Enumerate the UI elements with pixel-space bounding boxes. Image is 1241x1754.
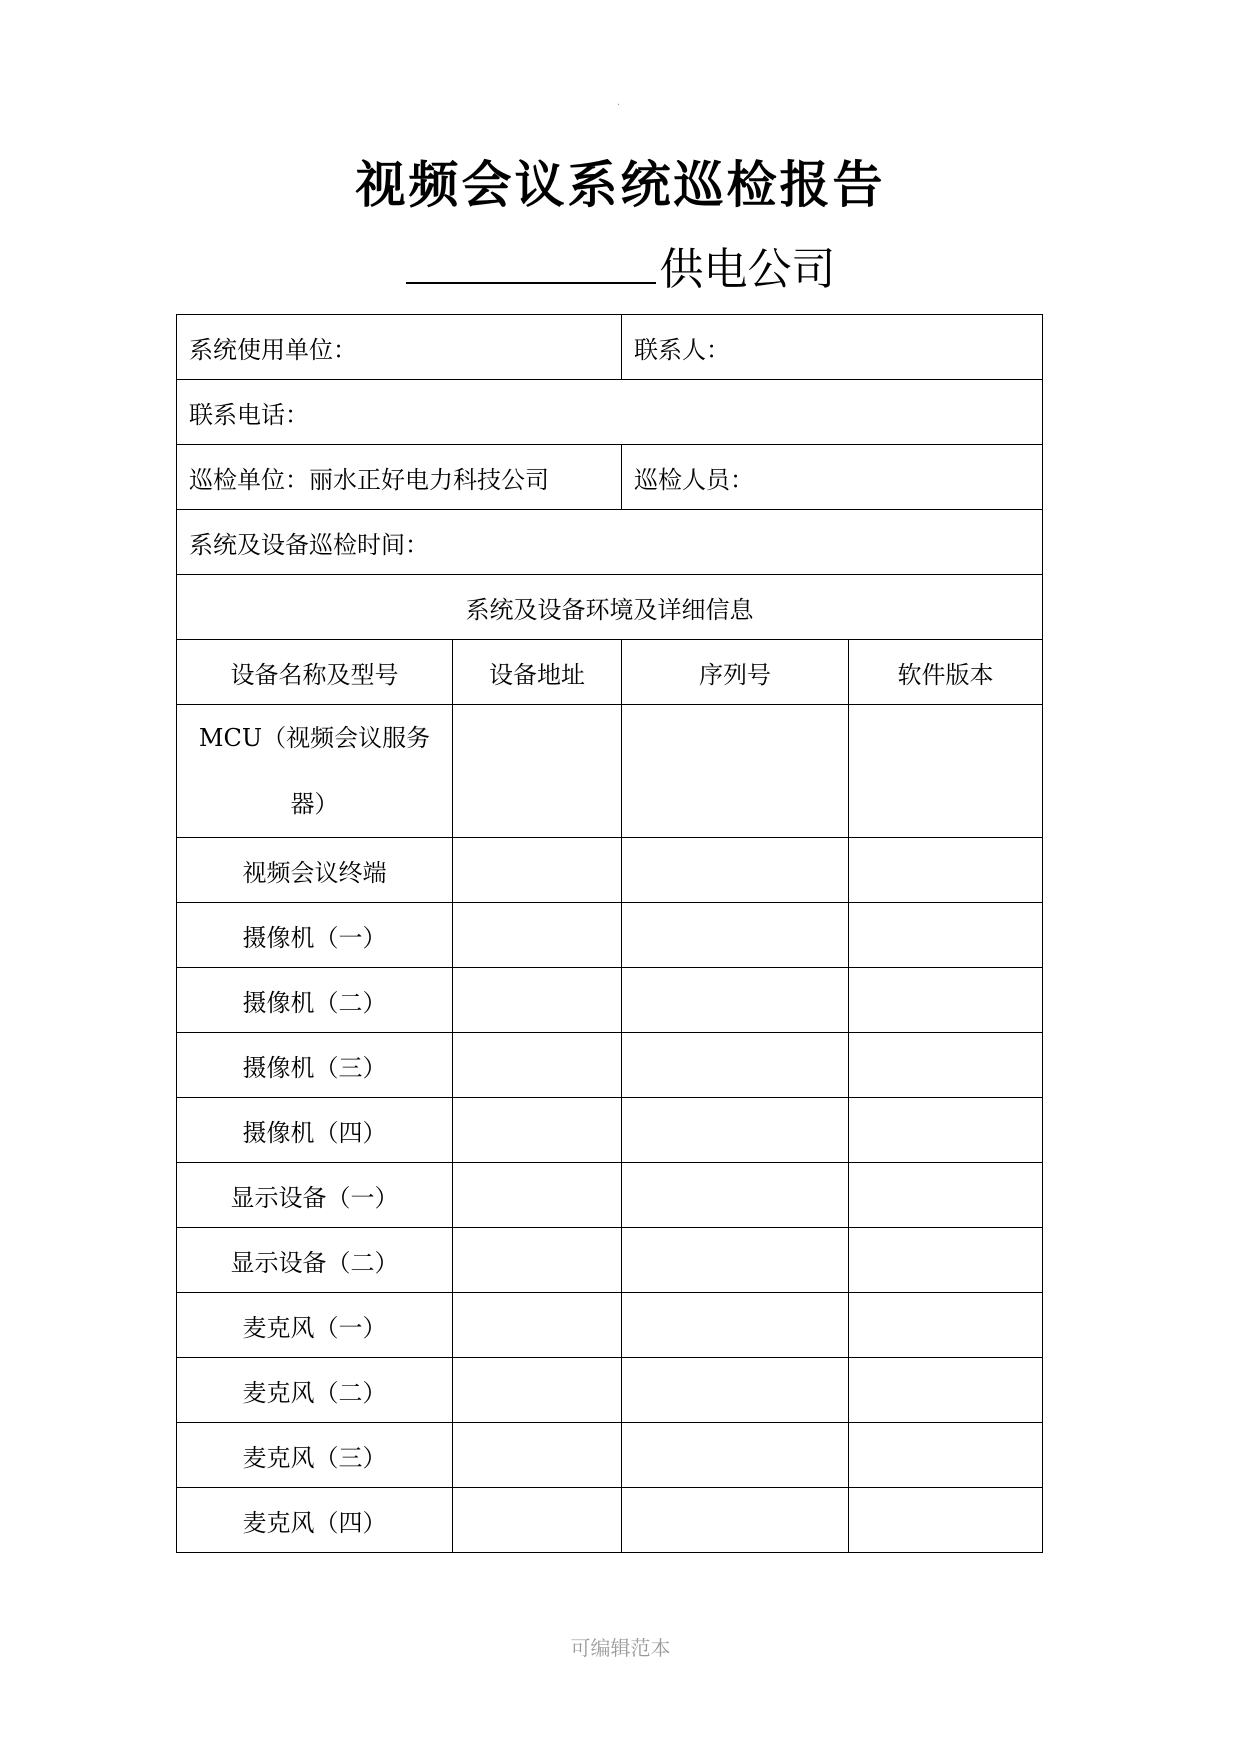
table-row (177, 705, 1043, 838)
serial-number-cell (622, 1293, 849, 1358)
time-label: 系统及设备巡检时间： (177, 510, 1043, 575)
table-row (177, 1488, 1043, 1553)
company-blank-line (406, 242, 656, 284)
page-title: 视频会议系统巡检报告 (355, 155, 886, 214)
device-address-cell (453, 1098, 622, 1163)
section-header-row (177, 575, 1043, 640)
serial-number-cell (622, 968, 849, 1033)
column-header-row (177, 640, 1043, 705)
phone-label: 联系电话： (177, 380, 1043, 445)
device-address-cell (453, 1163, 622, 1228)
info-row-inspect (177, 445, 1043, 510)
unit-label: 系统使用单位： (177, 315, 622, 380)
contact-label: 联系人： (622, 315, 1043, 380)
inspect-unit-label: 巡检单位：丽水正好电力科技公司 (177, 445, 622, 510)
device-address-cell (453, 903, 622, 968)
device-name: 摄像机（四） (177, 1098, 453, 1163)
device-address-cell (453, 1358, 622, 1423)
section-header: 系统及设备环境及详细信息 (177, 575, 1043, 640)
software-version-cell (849, 1033, 1043, 1098)
device-address-cell (453, 838, 622, 903)
serial-number-cell (622, 705, 849, 838)
table-row (177, 1293, 1043, 1358)
column-header: 设备地址 (453, 640, 622, 705)
device-name: 显示设备（一） (177, 1163, 453, 1228)
device-name: MCU（视频会议服务器） (177, 705, 453, 838)
software-version-cell (849, 838, 1043, 903)
device-name: 麦克风（二） (177, 1358, 453, 1423)
top-mark: · (617, 100, 621, 111)
subtitle-suffix: 供电公司 (659, 244, 836, 295)
page-subtitle (0, 240, 1241, 300)
software-version-cell (849, 1163, 1043, 1228)
device-address-cell (453, 1293, 622, 1358)
column-header: 软件版本 (849, 640, 1043, 705)
software-version-cell (849, 1423, 1043, 1488)
software-version-cell (849, 1293, 1043, 1358)
device-name: 显示设备（二） (177, 1228, 453, 1293)
device-address-cell (453, 968, 622, 1033)
column-header: 序列号 (622, 640, 849, 705)
serial-number-cell (622, 838, 849, 903)
serial-number-cell (622, 1228, 849, 1293)
serial-number-cell (622, 1423, 849, 1488)
device-name: 摄像机（一） (177, 903, 453, 968)
column-header: 设备名称及型号 (177, 640, 453, 705)
device-name: 麦克风（一） (177, 1293, 453, 1358)
footer-watermark: 可编辑范本 (570, 1636, 671, 1660)
table-row (177, 1228, 1043, 1293)
table-row (177, 1163, 1043, 1228)
info-row-phone (177, 380, 1043, 445)
software-version-cell (849, 1228, 1043, 1293)
table-row (177, 1098, 1043, 1163)
device-name: 视频会议终端 (177, 838, 453, 903)
table-row (177, 968, 1043, 1033)
device-address-cell (453, 705, 622, 838)
serial-number-cell (622, 1488, 849, 1553)
device-address-cell (453, 1488, 622, 1553)
software-version-cell (849, 1098, 1043, 1163)
table-row (177, 1033, 1043, 1098)
serial-number-cell (622, 903, 849, 968)
serial-number-cell (622, 1163, 849, 1228)
device-name: 麦克风（四） (177, 1488, 453, 1553)
device-address-cell (453, 1423, 622, 1488)
device-name: 摄像机（三） (177, 1033, 453, 1098)
serial-number-cell (622, 1358, 849, 1423)
software-version-cell (849, 705, 1043, 838)
device-name: 麦克风（三） (177, 1423, 453, 1488)
software-version-cell (849, 903, 1043, 968)
software-version-cell (849, 1358, 1043, 1423)
table-row (177, 1423, 1043, 1488)
inspection-table (176, 314, 1043, 1553)
serial-number-cell (622, 1098, 849, 1163)
inspector-label: 巡检人员： (622, 445, 1043, 510)
info-row-time (177, 510, 1043, 575)
table-row (177, 1358, 1043, 1423)
table-row (177, 903, 1043, 968)
software-version-cell (849, 968, 1043, 1033)
device-name: 摄像机（二） (177, 968, 453, 1033)
device-address-cell (453, 1228, 622, 1293)
table-row (177, 838, 1043, 903)
device-address-cell (453, 1033, 622, 1098)
info-row-unit (177, 315, 1043, 380)
software-version-cell (849, 1488, 1043, 1553)
serial-number-cell (622, 1033, 849, 1098)
